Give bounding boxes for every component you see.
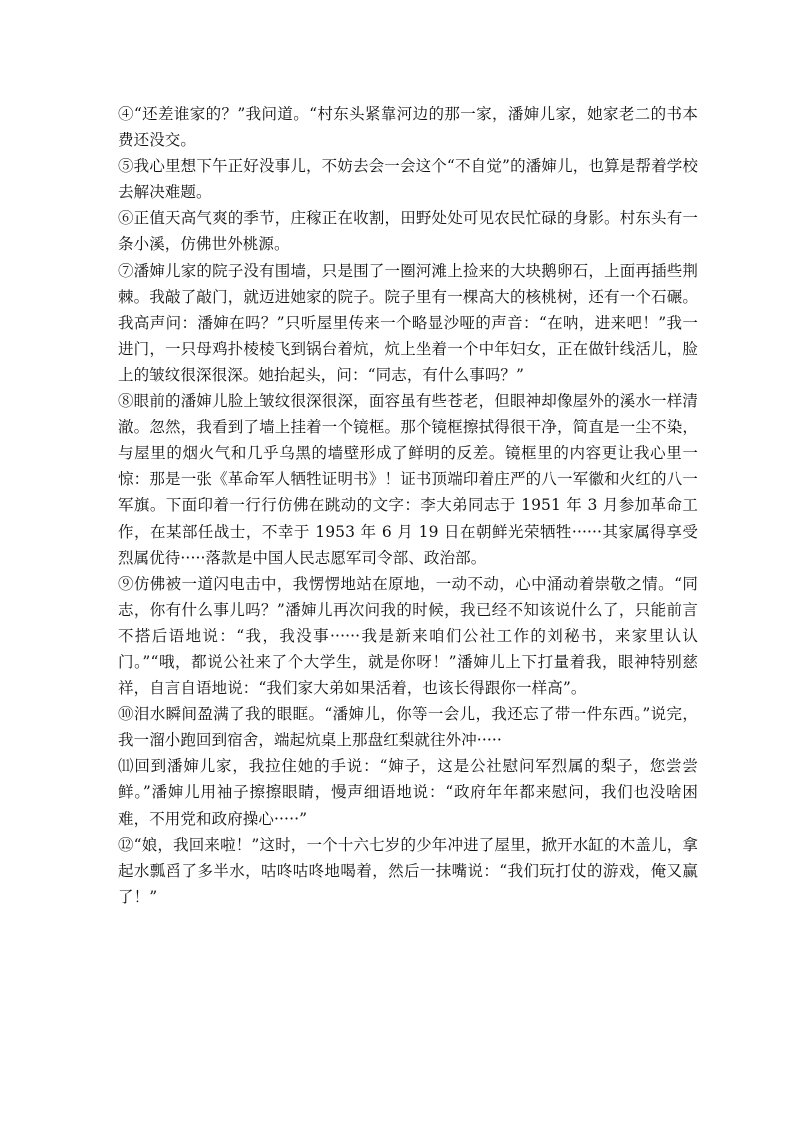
paragraph-8: ⑧眼前的潘婶儿脸上皱纹很深很深，面容虽有些苍老，但眼神却像屋外的溪水一样清澈。忽然，我看到了墙上挂着一个镜框。那个镜框擦拭得很干净，简直是一尘不染，与屋里的烟火气和几乎乌黑的墙壁形成了鲜明的反差。镜框里的内容更让我心里一惊：那是一张《革命军人牺牲证明书》！证书顶端印着庄严的八一军徽和火红的八一军旗。下面印着一行行仿佛在跳动的文字：李大弟同志于 1951 年 3 月参加革命工作，在某部任战士，不幸于 1953 年 6 月 19 日在朝鲜光荣牺牲······其家属得享受烈属优待·····落款是中国人民志愿军司令部、政治部。: [118, 392, 698, 567]
paragraph-4: ④“还差谁家的？”我问道。“村东头紧靠河边的那一家，潘婶儿家，她家老二的书本费还没交。: [118, 105, 698, 150]
paragraph-10: ⑩泪水瞬间盈满了我的眼眶。“潘婶儿，你等一会儿，我还忘了带一件东西。”说完，我一溜小跑回到宿舍，端起炕桌上那盘红梨就往外冲·····: [118, 705, 698, 750]
paragraph-7: ⑦潘婶儿家的院子没有围墙，只是围了一圈河滩上捡来的大块鹅卵石，上面再插些荆棘。我敲了敲门，就迈进她家的院子。院子里有一棵高大的核桃树，还有一个石碾。我高声问：潘婶在吗？”只听屋里传来一个略显沙哑的声音：“在呐，进来吧！”我一进门，一只母鸡扑棱棱飞到锅台着炕，炕上坐着一个中年妇女，正在做针线活儿，脸上的皱纹很深很深。她抬起头，问：“同志，有什么事吗？”: [118, 261, 698, 384]
paragraph-6: ⑥正值天高气爽的季节，庄稼正在收割，田野处处可见农民忙碌的身影。村东头有一条小溪，仿佛世外桃源。: [118, 209, 698, 254]
paragraph-12: ⑫“娘，我回来啦！”这时，一个十六七岁的少年冲进了屋里，掀开水缸的木盖儿，拿起水瓢舀了多半水，咕咚咕咚地喝着，然后一抹嘴说：“我们玩打仗的游戏，俺又赢了！”: [118, 835, 698, 906]
article-body: [118, 101, 698, 910]
paragraph-9: ⑨仿佛被一道闪电击中，我愣愣地站在原地，一动不动，心中涌动着崇敬之情。“同志，你有什么事儿吗？”潘婶儿再次问我的时候，我已经不知该说什么了，只能前言不搭后语地说：“我，我没事······我是新来咱们公社工作的刘秘书，来家里认认门。”“哦，都说公社来了个大学生，就是你呀！”潘婶儿上下打量着我，眼神特别慈祥，自言自语地说：“我们家大弟如果活着，也该长得跟你一样高”。: [118, 574, 698, 698]
paragraph-5: ⑤我心里想下午正好没事儿，不妨去会一会这个“不自觉”的潘婶儿，也算是帮着学校去解决难题。: [118, 157, 698, 202]
paragraph-11: ⑾回到潘婶儿家，我拉住她的手说：“婶子，这是公社慰问军烈属的梨子，您尝尝鲜。”潘婶儿用袖子擦擦眼睛，慢声细语地说：“政府年年都来慰问，我们也没啥困难，不用党和政府操心·····”: [118, 757, 698, 828]
